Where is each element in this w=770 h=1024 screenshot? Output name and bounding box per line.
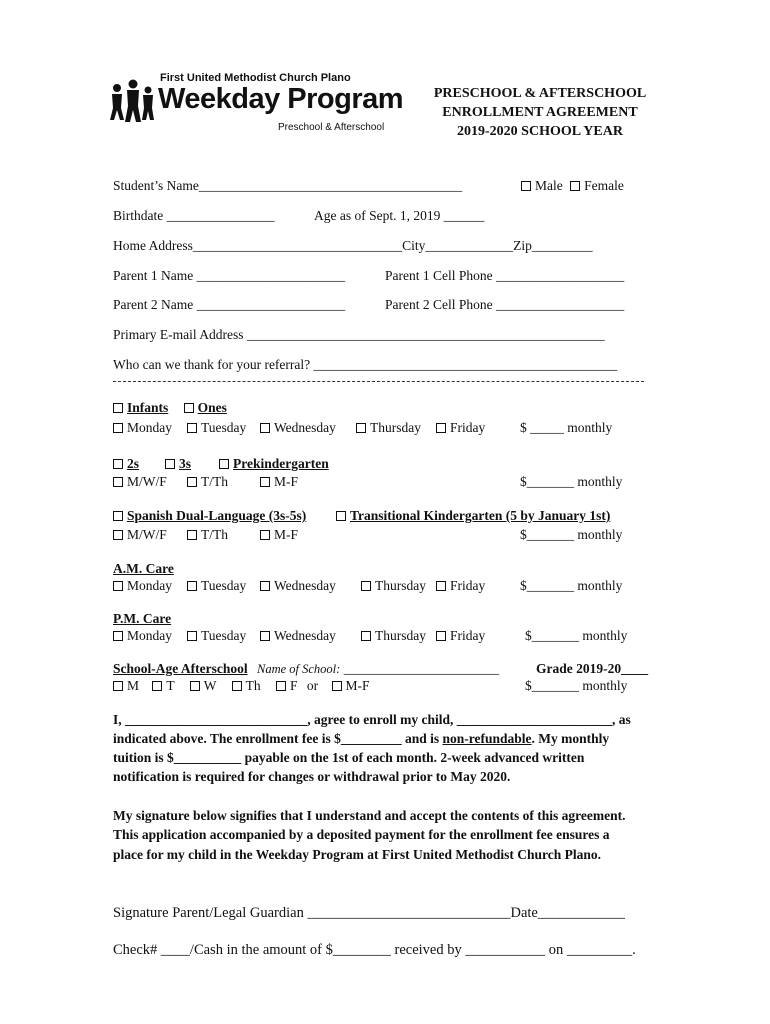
- checkbox-f[interactable]: [276, 681, 286, 691]
- title-line-1: PRESCHOOL & AFTERSCHOOL: [433, 86, 647, 101]
- checkbox[interactable]: [361, 581, 371, 591]
- checkbox[interactable]: [361, 631, 371, 641]
- agreement-line-4: notification is required for changes or withdrawal prior to May 2020.: [113, 769, 511, 784]
- checkbox[interactable]: [436, 631, 446, 641]
- spanish-mf[interactable]: [260, 527, 298, 543]
- pm-tuesday[interactable]: [187, 628, 246, 644]
- student-name-field[interactable]: Student’s Name_______________________________________: [113, 178, 463, 193]
- spanish-tth[interactable]: [187, 527, 228, 543]
- day-label: Thursday: [375, 578, 426, 593]
- option-label: M-F: [274, 474, 299, 489]
- day-label: W: [203, 678, 217, 693]
- prek-checkbox[interactable]: [219, 459, 229, 469]
- twos-tth[interactable]: [187, 474, 228, 490]
- referral-field[interactable]: Who can we thank for your referral? _____________________________________________: [113, 357, 618, 372]
- spanish-label: Spanish Dual-Language (3s-5s): [127, 508, 307, 523]
- infants-tuesday[interactable]: [187, 420, 246, 436]
- section-divider: [113, 381, 644, 382]
- school-age-row: [113, 661, 499, 677]
- school-age-fee[interactable]: $_______ monthly: [525, 678, 628, 693]
- am-thursday[interactable]: [361, 578, 426, 594]
- pm-wednesday[interactable]: [260, 628, 336, 644]
- school-age-days: [113, 678, 370, 694]
- checkbox[interactable]: [113, 581, 123, 591]
- option-label: M/W/F: [127, 527, 167, 542]
- parent2-name-field[interactable]: Parent 2 Name ______________________: [113, 297, 346, 312]
- email-field[interactable]: Primary E-mail Address _____________________________________________________: [113, 327, 605, 342]
- day-label: Wednesday: [274, 628, 336, 643]
- day-label: Tuesday: [201, 578, 247, 593]
- checkbox[interactable]: [187, 631, 197, 641]
- spanish-row: [113, 508, 306, 524]
- male-label: Male: [535, 178, 563, 193]
- option-label: M/W/F: [127, 474, 167, 489]
- or-label: or: [306, 678, 319, 693]
- day-label: Thursday: [370, 420, 421, 435]
- parent1-cell-field[interactable]: Parent 1 Cell Phone ___________________: [385, 268, 625, 283]
- day-label: Monday: [127, 420, 172, 435]
- tk-checkbox[interactable]: [336, 511, 346, 521]
- checkbox-t[interactable]: [152, 681, 162, 691]
- checkbox-m[interactable]: [113, 681, 123, 691]
- threes-label: 3s: [179, 456, 192, 471]
- day-label: Tuesday: [201, 628, 247, 643]
- spanish-mwf[interactable]: [113, 527, 167, 543]
- am-care-title: A.M. Care: [113, 561, 174, 576]
- title-line-2: ENROLLMENT AGREEMENT: [442, 105, 638, 120]
- check-field[interactable]: Check# ____/Cash in the amount of $________ received by ___________ on _________.: [113, 942, 636, 958]
- checkbox[interactable]: [113, 423, 123, 433]
- female-label: Female: [584, 178, 624, 193]
- agreement-line-1: I, ___________________________, agree to enroll my child, _______________________, as: [113, 712, 631, 727]
- day-label: Tuesday: [201, 420, 247, 435]
- infants-monday[interactable]: [113, 420, 172, 436]
- children-figures-icon: [108, 76, 156, 126]
- logo: [108, 72, 404, 138]
- agreement-line-2: [113, 731, 609, 747]
- checkbox-mf[interactable]: [332, 681, 342, 691]
- option-label: T/Th: [201, 474, 228, 489]
- checkbox[interactable]: [187, 581, 197, 591]
- day-label: Wednesday: [274, 420, 336, 435]
- prek-row: [219, 456, 329, 472]
- non-refundable-text: non-refundable: [442, 731, 532, 746]
- checkbox[interactable]: [260, 423, 270, 433]
- infants-label: Infants: [127, 400, 169, 415]
- day-label: Friday: [450, 578, 486, 593]
- checkbox[interactable]: [113, 631, 123, 641]
- day-label: Th: [245, 678, 261, 693]
- pm-fee[interactable]: $_______ monthly: [525, 628, 628, 643]
- am-tuesday[interactable]: [187, 578, 246, 594]
- signature-field[interactable]: Signature Parent/Legal Guardian ____________________________Date____________: [113, 905, 625, 921]
- title-line-3: 2019-2020 SCHOOL YEAR: [457, 124, 623, 139]
- female-checkbox[interactable]: [570, 181, 580, 191]
- age-field[interactable]: Age as of Sept. 1, 2019 ______: [314, 208, 485, 223]
- school-age-title: School-Age Afterschool: [113, 661, 248, 676]
- pm-thursday[interactable]: [361, 628, 426, 644]
- logo-main: Weekday Program: [158, 83, 404, 115]
- logo-sub: Preschool & Afterschool: [278, 122, 385, 133]
- birthdate-field[interactable]: Birthdate ________________: [113, 208, 275, 223]
- infants-fee[interactable]: $ _____ monthly: [520, 420, 613, 435]
- spanish-checkbox[interactable]: [113, 511, 123, 521]
- option-label: M-F: [274, 527, 299, 542]
- checkbox[interactable]: [436, 423, 446, 433]
- checkbox[interactable]: [260, 631, 270, 641]
- am-wednesday[interactable]: [260, 578, 336, 594]
- grade-field[interactable]: Grade 2019-20____: [536, 661, 649, 676]
- infants-wednesday[interactable]: [260, 420, 336, 436]
- ones-checkbox[interactable]: [184, 403, 194, 413]
- prek-label: Prekindergarten: [233, 456, 329, 471]
- checkbox[interactable]: [187, 477, 197, 487]
- pm-monday[interactable]: [113, 628, 172, 644]
- checkbox[interactable]: [260, 530, 270, 540]
- signature-note-2: This application accompanied by a deposited payment for the enrollment fee ensures a: [113, 827, 610, 842]
- threes-row: [165, 456, 191, 472]
- day-label: T: [166, 678, 175, 693]
- signature-note-1: My signature below signifies that I understand and accept the contents of this agreement.: [113, 808, 626, 823]
- option-label: M-F: [345, 678, 370, 693]
- infants-friday[interactable]: [436, 420, 485, 436]
- day-label: Friday: [450, 628, 486, 643]
- twos-label: 2s: [127, 456, 140, 471]
- checkbox[interactable]: [356, 423, 366, 433]
- day-label: Wednesday: [274, 578, 336, 593]
- checkbox[interactable]: [260, 581, 270, 591]
- school-name-label: Name of School:: [256, 662, 341, 676]
- tk-label: Transitional Kindergarten (5 by January 1st): [350, 508, 611, 523]
- day-label: M: [127, 678, 140, 693]
- am-monday[interactable]: [113, 578, 172, 594]
- checkbox-th[interactable]: [232, 681, 242, 691]
- tk-row: [336, 508, 610, 524]
- twos-checkbox[interactable]: [113, 459, 123, 469]
- home-address-field[interactable]: Home Address_______________________________City_____________Zip_________: [113, 238, 593, 253]
- day-label: Monday: [127, 578, 172, 593]
- am-friday[interactable]: [436, 578, 485, 594]
- twos-mwf[interactable]: [113, 474, 167, 490]
- male-checkbox[interactable]: [521, 181, 531, 191]
- day-label: Thursday: [375, 628, 426, 643]
- checkbox[interactable]: [187, 530, 197, 540]
- parent1-name-field[interactable]: Parent 1 Name ______________________: [113, 268, 346, 283]
- pm-care-title: P.M. Care: [113, 611, 172, 626]
- am-fee[interactable]: $_______ monthly: [520, 578, 623, 593]
- infants-thursday[interactable]: [356, 420, 421, 436]
- threes-checkbox[interactable]: [165, 459, 175, 469]
- infants-checkbox[interactable]: [113, 403, 123, 413]
- twos-row: [113, 456, 139, 472]
- spanish-fee[interactable]: $_______ monthly: [520, 527, 623, 542]
- checkbox[interactable]: [436, 581, 446, 591]
- day-label: Monday: [127, 628, 172, 643]
- checkbox[interactable]: [260, 477, 270, 487]
- day-label: F: [290, 678, 298, 693]
- gender-options: [521, 178, 624, 194]
- signature-note-3: place for my child in the Weekday Program at First United Methodist Church Plano.: [113, 847, 601, 862]
- school-name-blank[interactable]: _______________________: [343, 661, 499, 676]
- agreement-line-3: tuition is $__________ payable on the 1st of each month. 2-week advanced written: [113, 750, 585, 765]
- checkbox[interactable]: [113, 530, 123, 540]
- twos-fee[interactable]: $_______ monthly: [520, 474, 623, 489]
- option-label: T/Th: [201, 527, 228, 542]
- form-title: [410, 84, 670, 141]
- checkbox[interactable]: [187, 423, 197, 433]
- checkbox-w[interactable]: [190, 681, 200, 691]
- twos-mf[interactable]: [260, 474, 298, 490]
- agreement-text: . My monthly: [531, 731, 610, 746]
- agreement-text: indicated above. The enrollment fee is $_________ and is: [113, 731, 443, 746]
- ones-label: Ones: [197, 400, 227, 415]
- day-label: Friday: [450, 420, 486, 435]
- pm-friday[interactable]: [436, 628, 485, 644]
- infants-row: [113, 400, 227, 416]
- logo-top-line: First United Methodist Church Plano: [160, 72, 351, 84]
- checkbox[interactable]: [113, 477, 123, 487]
- parent2-cell-field[interactable]: Parent 2 Cell Phone ___________________: [385, 297, 625, 312]
